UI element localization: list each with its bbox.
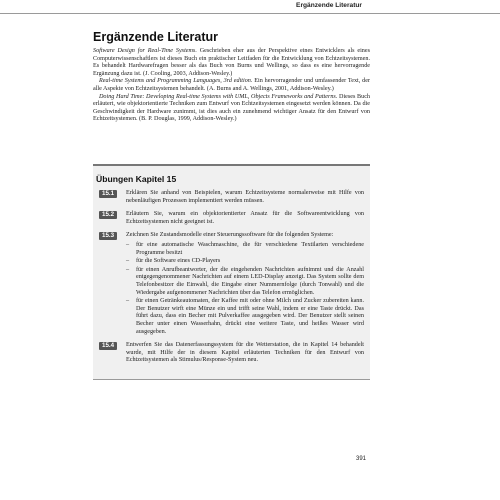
exercise-sublist: [126, 242, 364, 336]
reference-entry: [93, 78, 370, 93]
dash-bullet: –: [126, 266, 130, 273]
subitem-text: für einen Anrufbeantworter, der die eingehenden Nachrichten aufnimmt und die Anzahl entgegengenommener Nachrichten auf einem LED-Display anzeigt. Das System sollte dem Telefonbesitzer die Einwahl, die Eingabe einer Nummernfolge (durch Tonwahl) und die Wiedergabe aufgenommener Nachrichten über das Telefon ermöglichen.: [136, 266, 364, 296]
reference-text: Dieses Buch erläutert, wie objektorientierte Techniken zum Entwurf von Echtzeitsystemen eingesetzt werden können. Da die Geschwindigkeit der Hardware zunimmt, ist dies auch ein zunehmend wichtiger Ansatz für den Entwurf von Echtzeitsystemen. (B. P. Douglas, 1999, Addison-Wesley.): [93, 93, 371, 123]
dash-bullet: –: [126, 298, 130, 305]
exercise-subitem: [126, 267, 364, 297]
exercise-subitem: [126, 258, 364, 266]
exercise-item: [96, 232, 364, 336]
exercise-text: Entwerfen Sie das Datenerfassungssystem für die Wetterstation, die in Kapitel 14 behandelt wurde, mit Hilfe der in diesem Kapitel erläuterten Techniken für den Entwurf von Echtzeitsystemen als Stimulus/Response-System neu.: [126, 342, 364, 364]
exercise-item: [96, 190, 364, 205]
reference-title: Software Design for Real-Time Systems.: [93, 48, 197, 54]
exercise-text: Erläutern Sie, warum ein objektorientierter Ansatz für die Softwareentwicklung von Echtzeitsystemen nicht geeignet ist.: [126, 211, 364, 225]
exercises-box: [93, 164, 370, 380]
page-number: 391: [356, 456, 367, 462]
literature-section: [93, 30, 370, 124]
exercise-number-badge: 15.2: [99, 211, 117, 219]
exercises-title: Übungen Kapitel 15: [96, 174, 177, 184]
reference-title: Real-time Systems and Programming Languages, 3rd edition.: [99, 78, 253, 85]
section-title: Ergänzende Literatur: [93, 30, 219, 44]
dash-bullet: –: [126, 241, 130, 248]
exercise-number-badge: 15.1: [99, 190, 117, 198]
subitem-text: für eine automatische Waschmaschine, die für verschiedene Textilarten verschiedene Programme besitzt: [136, 241, 364, 256]
exercise-subitem: [126, 298, 364, 336]
subitem-text: für die Software eines CD-Players: [136, 258, 221, 265]
exercise-item: [96, 342, 364, 365]
reference-text: Ein hervorragender und umfassender Text, der alle Aspekte von Echtzeitsystemen behandelt. (A. Burns and A. Wellings, 2001, Addison-Wesley.): [93, 78, 371, 92]
exercise-item: [96, 211, 364, 226]
exercise-subitem: [126, 242, 364, 257]
reference-entry: [93, 48, 370, 78]
subitem-text: für einen Getränkeautomaten, der Kaffee mit oder ohne Milch und Zucker zubereiten kann. Der Benutzer wirft eine Münze ein und trifft seine Wahl, indem er eine Taste drückt. Das führt dazu, dass ein Becher mit Pulverkaffee ausgegeben wird. Der Benutzer stellt seinen Becher unter einen Wasserhahn, drückt eine weitere Taste, und heißes Wasser wird ausgegeben.: [136, 298, 364, 335]
reference-text: Geschrieben eher aus der Perspektive eines Entwicklers als eines Computerwissenschaftlers ist dieses Buch ein praktischer Leitfaden für die Entwicklung von Echtzeitsystemen. Es behandelt Hardwarefragen besser als das Buch von Burns und Wellings, so dass es eine hervorragende Ergänzung dazu ist. (J. Cooling, 2003, Addison-Wesley.): [93, 48, 370, 77]
running-header-title: Ergänzende Literatur: [296, 2, 362, 9]
reference-title: Doing Hard Time: Developing Real-time Systems with UML, Objects Frameworks and Patterns.: [99, 93, 338, 100]
exercise-number-badge: 15.3: [99, 232, 117, 240]
dash-bullet: –: [126, 258, 130, 265]
exercise-text: Erklären Sie anhand von Beispielen, warum Echtzeitsysteme normalerweise mit Hilfe von nebenläufigen Prozessen implementiert werden müssen.: [126, 190, 364, 204]
running-header: [0, 0, 500, 14]
exercise-number-badge: 15.4: [99, 342, 117, 350]
reference-entry: [93, 94, 370, 124]
exercise-text: Zeichnen Sie Zustandsmodelle einer Steuerungssoftware für die folgenden Systeme:: [126, 232, 334, 239]
